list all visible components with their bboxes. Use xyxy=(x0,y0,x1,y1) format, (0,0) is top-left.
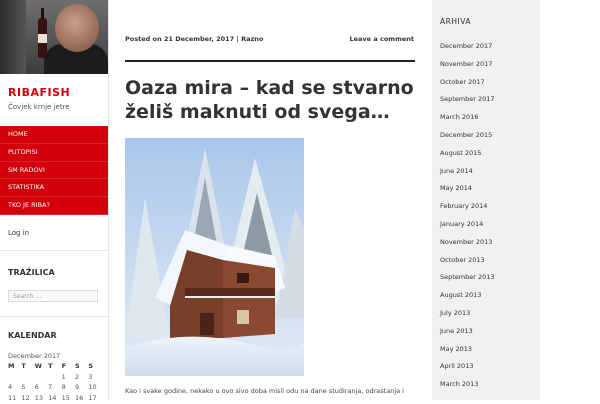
archive-item[interactable]: December 2017 xyxy=(440,42,535,60)
header-photo[interactable] xyxy=(0,0,108,74)
archive-item[interactable]: April 2013 xyxy=(440,362,535,380)
calendar-week-row xyxy=(8,383,102,394)
calendar-day-header: T xyxy=(21,362,34,373)
archive-item[interactable]: August 2015 xyxy=(440,149,535,167)
calendar-day: 9 xyxy=(75,383,88,394)
calendar-day: 4 xyxy=(8,383,21,394)
calendar-day xyxy=(8,373,21,384)
archive-item[interactable]: September 2017 xyxy=(440,95,535,113)
divider xyxy=(0,250,108,251)
bottle-label xyxy=(38,34,47,43)
post-title[interactable]: Oaza mira – kad se stvarno želiš maknuti od svega… xyxy=(125,76,415,124)
calendar-day: 15 xyxy=(62,394,75,404)
login-link[interactable]: Log in xyxy=(8,229,29,237)
archive-item[interactable]: October 2013 xyxy=(440,256,535,274)
archive-item[interactable]: February 2014 xyxy=(440,202,535,220)
nav-item-sm-radovi[interactable]: SM RADOVI xyxy=(0,162,108,180)
archive-item[interactable]: January 2014 xyxy=(440,220,535,238)
calendar-week-row xyxy=(8,394,102,404)
nav-item-tko-je-riba[interactable]: TKO JE RIBA? xyxy=(0,197,108,215)
calendar-day xyxy=(35,373,48,384)
calendar-day: 10 xyxy=(88,383,101,394)
archive-item[interactable]: December 2015 xyxy=(440,131,535,149)
archive-item[interactable]: June 2013 xyxy=(440,327,535,345)
archive-item[interactable]: March 2016 xyxy=(440,113,535,131)
archive-item[interactable]: May 2014 xyxy=(440,184,535,202)
calendar-day: 8 xyxy=(62,383,75,394)
post-featured-image[interactable] xyxy=(125,138,304,376)
calendar-week-row xyxy=(8,373,102,384)
calendar-day: 12 xyxy=(21,394,34,404)
archive-list xyxy=(440,42,535,398)
person-face xyxy=(55,4,99,52)
calendar-day: 16 xyxy=(75,394,88,404)
search-input[interactable]: Search … xyxy=(8,290,98,302)
leave-comment-link[interactable]: Leave a comment xyxy=(349,35,414,43)
divider xyxy=(0,316,108,317)
main-navigation xyxy=(0,126,108,215)
archive-item[interactable]: June 2014 xyxy=(440,167,535,185)
calendar-day: 3 xyxy=(88,373,101,384)
archive-item[interactable]: October 2017 xyxy=(440,78,535,96)
calendar-caption: December 2017 xyxy=(8,352,60,360)
calendar-day: 1 xyxy=(62,373,75,384)
calendar-day-header: M xyxy=(8,362,21,373)
calendar-day: 6 xyxy=(35,383,48,394)
right-sidebar xyxy=(432,0,540,400)
calendar-header-row xyxy=(8,362,102,373)
calendar-day: 17 xyxy=(88,394,101,404)
archive-item[interactable]: September 2013 xyxy=(440,273,535,291)
post-excerpt: Kao i svake godine, nekako u ovo sivo doba misli odu na dane studiranja, odrastanja i xyxy=(125,387,425,395)
photo-background xyxy=(0,0,26,74)
calendar-day-header: T xyxy=(48,362,61,373)
archive-item[interactable]: July 2013 xyxy=(440,309,535,327)
meta-separator: | xyxy=(236,35,238,43)
calendar-day: 11 xyxy=(8,394,21,404)
title-divider xyxy=(125,60,415,62)
post-date-link[interactable]: Posted on 21 December, 2017 xyxy=(125,35,234,43)
nav-item-statistika[interactable]: STATISTIKA xyxy=(0,179,108,197)
left-sidebar xyxy=(0,0,109,400)
calendar-day: 5 xyxy=(21,383,34,394)
calendar-table xyxy=(8,362,102,404)
calendar-day-header: S xyxy=(88,362,101,373)
calendar-day-header: W xyxy=(35,362,48,373)
archive-item[interactable]: March 2013 xyxy=(440,380,535,398)
archive-widget-title: ARHIVA xyxy=(440,17,471,26)
calendar-day-header: S xyxy=(75,362,88,373)
calendar-day-header: F xyxy=(62,362,75,373)
nav-item-home[interactable]: HOME xyxy=(0,126,108,144)
site-title[interactable]: RIBAFISH xyxy=(8,86,70,99)
calendar-day xyxy=(48,373,61,384)
archive-item[interactable]: November 2013 xyxy=(440,238,535,256)
calendar-widget-title: KALENDAR xyxy=(8,331,57,340)
archive-item[interactable]: August 2013 xyxy=(440,291,535,309)
calendar-day: 14 xyxy=(48,394,61,404)
search-widget-title: TRAŽILICA xyxy=(8,268,55,277)
winter-cabin-image xyxy=(125,138,304,376)
archive-item[interactable]: November 2017 xyxy=(440,60,535,78)
page-margin xyxy=(540,0,600,400)
nav-item-putopisi[interactable]: PUTOPISI xyxy=(0,144,108,162)
main-content xyxy=(108,0,432,400)
calendar-day: 2 xyxy=(75,373,88,384)
archive-item[interactable]: May 2013 xyxy=(440,345,535,363)
site-description: Čovjek krnje jetre xyxy=(8,103,70,111)
post-meta xyxy=(125,35,263,43)
calendar-day xyxy=(21,373,34,384)
calendar-day: 13 xyxy=(35,394,48,404)
post-category-link[interactable]: Razno xyxy=(241,35,263,43)
calendar-day: 7 xyxy=(48,383,61,394)
